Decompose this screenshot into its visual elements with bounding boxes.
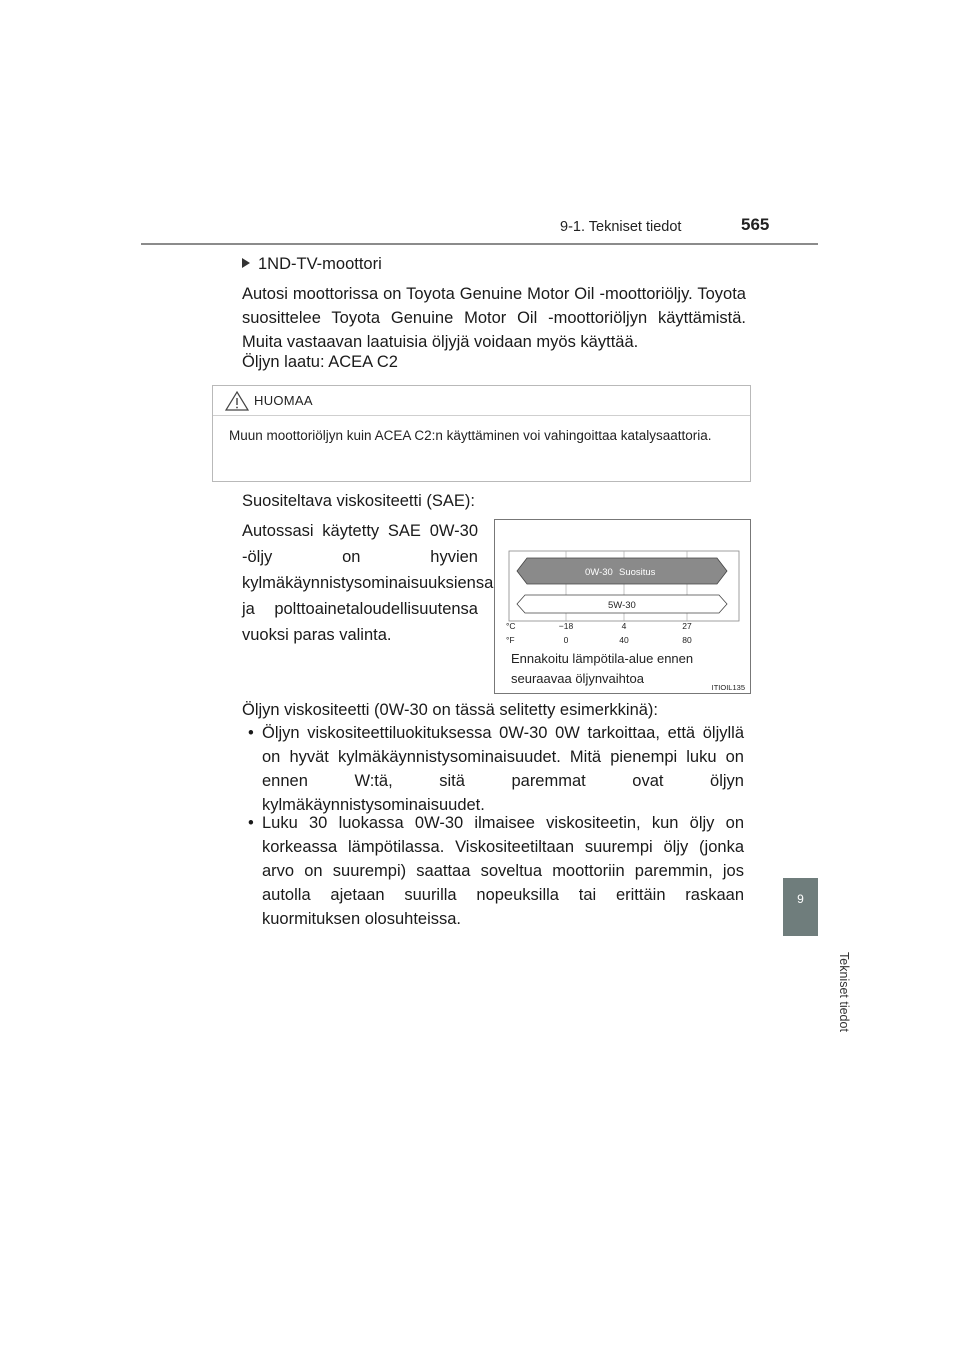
tick-f-0: 0 [563,635,569,645]
notice-title: HUOMAA [254,393,313,408]
viscosity-example-heading: Öljyn viskositeetti (0W-30 on tässä selitetty esimerkkinä): [242,701,659,719]
bar-5w30-label: 5W-30 [608,600,636,611]
running-header-section: 9-1. Tekniset tiedot [560,219,682,235]
warning-triangle-icon [224,390,250,412]
header-divider [141,243,818,245]
figure-caption-line1: Ennakoitu lämpötila-alue ennen [511,651,694,666]
page-number: 565 [741,215,770,234]
oil-quality-line: Öljyn laatu: ACEA C2 [242,353,398,371]
bullet-dot: • [248,814,254,832]
chapter-tab: 9 [783,878,818,936]
notice-box [212,385,751,482]
bullet-item-1 [248,721,744,817]
viscosity-chart [494,519,751,694]
bullet-item-2 [248,811,744,931]
chapter-title-vertical [778,942,851,1042]
subtitle-text: 1ND-TV-moottori [258,255,382,273]
tick-f-80: 80 [682,635,692,645]
notice-header [213,386,750,416]
bullet-text-2: Luku 30 luokassa 0W-30 ilmaisee viskositeetin, kun öljy on korkeassa lämpötilassa. Viskositeetiltaan suurempi öljy (jonka arvo on suurempi) saattaa soveltua moottoriin paremmin, jos autolla ajetaan suurilla nopeuksilla tai erittäin raskaan kuormituksen olosuhteissa. [262,814,744,928]
bullet-dot: • [248,724,254,742]
axis-unit-f: °F [506,635,515,645]
tick-f-40: 40 [619,635,629,645]
notice-text: Muun moottoriöljyn kuin ACEA C2:n käyttäminen voi vahingoittaa katalysaattoria. [229,428,712,443]
sae-paragraph: Autossasi käytetty SAE 0W-30 -öljy on hyvien kylmäkäynnistysominaisuuksiensa ja polttoainetaloudellisuutensa vuoksi paras valinta. [242,522,494,644]
bar-0w30-note: Suositus [619,567,656,578]
bar-0w30-label: 0W-30 [585,567,613,578]
intro-paragraph: Autosi moottorissa on Toyota Genuine Motor Oil -moottoriöljy. Toyota suosittelee Toyota Genuine Motor Oil -moottoriöljyn käyttämistä. Muita vastaavan laatuisia öljyjä voidaan myös käyttää. [242,285,746,351]
triangle-bullet-icon [242,258,250,268]
chapter-title-text: Tekniset tiedot [836,952,851,1032]
section-subtitle [242,255,382,274]
bullet-text-1: Öljyn viskositeettiluokituksessa 0W-30 0W tarkoittaa, että öljyllä on hyvät kylmäkäynnistysominaisuudet. Mitä pienempi luku on ennen W:tä, sitä paremmat ovat öljyn kylmäkäynnistysominaisuudet. [262,724,744,814]
tick-c-27: 27 [682,621,692,631]
tick-c-4: 4 [621,621,627,631]
figure-caption-line2: seuraavaa öljynvaihtoa [511,671,644,686]
figure-id: ITIOIL135 [711,683,745,692]
axis-unit-c: °C [506,621,516,631]
recommended-viscosity-heading: Suositeltava viskositeetti (SAE): [242,492,475,510]
tick-c-minus18: −18 [558,621,574,631]
